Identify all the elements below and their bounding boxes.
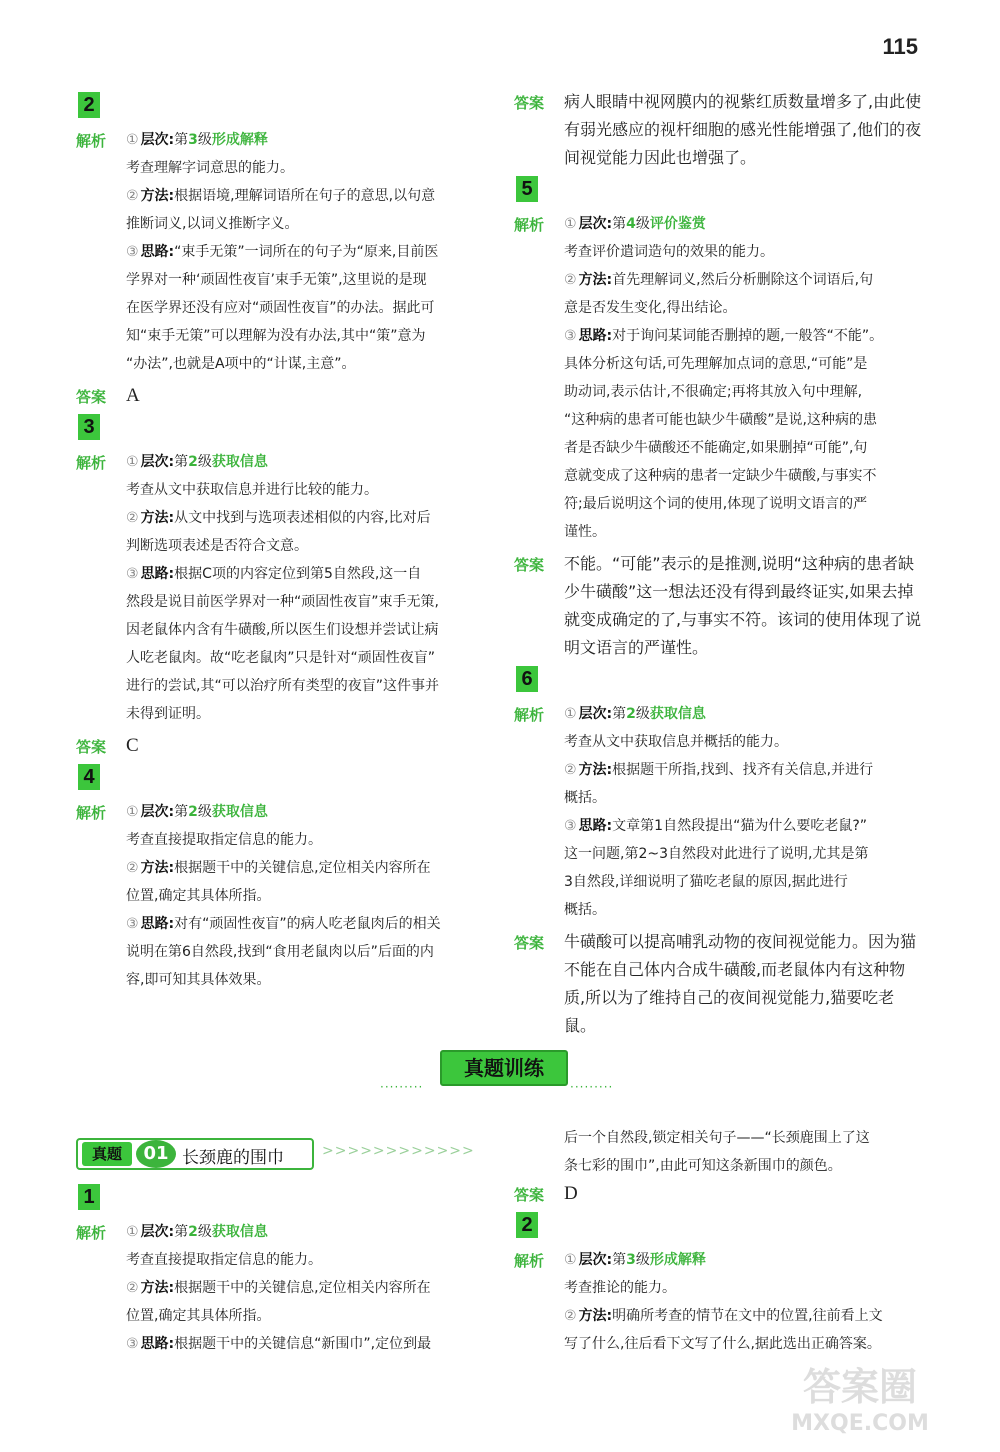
analysis-line [126, 854, 491, 882]
step-text: 第 [612, 1252, 627, 1268]
analysis-content [126, 798, 491, 994]
analysis-tag: 解析 [76, 132, 107, 150]
continued-line: 后一个自然段,锁定相关句子——“长颈鹿围上了这 [564, 1130, 870, 1146]
analysis-line [126, 1274, 491, 1302]
level-kind: 获取信息 [211, 454, 268, 470]
analysis-line: 人吃老鼠肉。故“吃老鼠肉”只是针对“顽固性夜盲” [126, 650, 436, 666]
answer-block [76, 382, 491, 410]
answer-line: 间视觉能力因此也增强了。 [564, 148, 757, 167]
step-text: “束手无策”一词所在的句子为“原来,目前医 [174, 244, 439, 260]
answer-tag: 答案 [76, 388, 107, 406]
analysis-line: 在医学界还没有应对“顽固性夜盲”的办法。据此可 [126, 300, 435, 316]
zhenti-number: 01 [136, 1140, 176, 1168]
analysis-content [126, 1218, 491, 1358]
analysis-line: 符;最后说明这个词的使用,体现了说明文语言的严 [564, 496, 868, 512]
answer-tag: 答案 [514, 1186, 545, 1204]
level-number: 2 [188, 1224, 198, 1240]
question-number-badge: 1 [78, 1184, 100, 1210]
step-heading: 方法: [578, 762, 613, 778]
analysis-line: 这一问题,第2~3自然段对此进行了说明,尤其是第 [564, 846, 869, 862]
analysis-line: 未得到证明。 [126, 706, 210, 722]
answer-line: 少牛磺酸”这一想法还没有得到最终证实,如果去掉 [564, 582, 914, 601]
question-number-badge: 2 [516, 1212, 538, 1238]
analysis-line [126, 1218, 491, 1246]
level-number: 2 [188, 804, 198, 820]
analysis-block [514, 210, 924, 546]
analysis-line: 判断选项表述是否符合文意。 [126, 538, 308, 554]
analysis-line [564, 812, 924, 840]
analysis-line: 具体分析这句话,可先理解加点词的意思,“可能”是 [564, 356, 868, 372]
analysis-tag: 解析 [514, 1252, 545, 1270]
analysis-line: 概括。 [564, 902, 606, 918]
answer-letter: A [126, 385, 140, 406]
answer-content [564, 1180, 924, 1208]
level-kind: 获取信息 [211, 804, 268, 820]
analysis-block [76, 448, 491, 728]
step-text: 对于询问某词能否删掉的题,一般答“不能”。 [612, 328, 884, 344]
analysis-line [564, 1246, 924, 1274]
step-heading: 层次: [140, 1224, 175, 1240]
step-text: 明确所考查的情节在文中的位置,往前看上文 [612, 1308, 883, 1324]
question-number-badge: 5 [516, 176, 538, 202]
analysis-block [76, 798, 491, 994]
analysis-line: 考查从文中获取信息并进行比较的能力。 [126, 482, 378, 498]
analysis-content [126, 448, 491, 728]
answer-tag: 答案 [514, 556, 545, 574]
answer-letter: D [564, 1183, 578, 1204]
level-number: 3 [188, 132, 198, 148]
svg-text:MXQE.COM: MXQE.COM [791, 1411, 929, 1436]
step-number: ③ [126, 916, 139, 932]
section-banner [380, 1050, 620, 1094]
zhenti-title: 长颈鹿的围巾 [182, 1148, 284, 1168]
step-text: 第 [174, 1224, 189, 1240]
step-heading: 思路: [140, 1336, 175, 1352]
step-heading: 方法: [140, 860, 175, 876]
step-heading: 思路: [140, 916, 175, 932]
step-heading: 层次: [140, 804, 175, 820]
analysis-line: 意就变成了这种病的患者一定缺少牛磺酸,与事实不 [564, 468, 877, 484]
step-number: ① [126, 804, 139, 820]
step-text: 根据题干中的关键信息,定位相关内容所在 [174, 860, 431, 876]
level-number: 4 [626, 216, 636, 232]
analysis-line: 考查理解字词意思的能力。 [126, 160, 294, 176]
banner-dots-right: ········· [570, 1080, 614, 1094]
step-heading: 方法: [140, 188, 175, 204]
step-text: 根据语境,理解词语所在句子的意思,以句意 [174, 188, 436, 204]
answer-line: 有弱光感应的视杆细胞的感光性能增强了,他们的夜 [564, 120, 922, 139]
analysis-line [564, 210, 924, 238]
question-number-badge: 2 [78, 92, 100, 118]
analysis-tag: 解析 [76, 454, 107, 472]
step-text: 对有“顽固性夜盲”的病人吃老鼠肉后的相关 [174, 916, 441, 932]
analysis-line: 者是否缺少牛磺酸还不能确定,如果删掉“可能”,句 [564, 440, 868, 456]
analysis-line [564, 1302, 924, 1330]
answer-letter: C [126, 735, 139, 756]
step-text: 第 [174, 132, 189, 148]
analysis-line [564, 700, 924, 728]
level-kind: 获取信息 [649, 706, 706, 722]
question-number-badge: 4 [78, 764, 100, 790]
analysis-block [76, 1218, 491, 1358]
step-number: ② [564, 272, 577, 288]
step-heading: 思路: [140, 566, 175, 582]
page-number: 115 [882, 34, 918, 59]
analysis-line: 位置,确定其具体所指。 [126, 1308, 271, 1324]
answer-line: 不能在自己体内合成牛磺酸,而老鼠体内有这种物 [564, 960, 906, 979]
step-number: ③ [126, 244, 139, 260]
step-heading: 思路: [578, 328, 613, 344]
analysis-tag: 解析 [514, 216, 545, 234]
analysis-line: 推断词义,以词义推断字义。 [126, 216, 299, 232]
analysis-line: 知“束手无策”可以理解为没有办法,其中“策”意为 [126, 328, 426, 344]
analysis-line [564, 266, 924, 294]
answer-tag: 答案 [514, 94, 545, 112]
answer-block [514, 88, 924, 172]
step-heading: 层次: [140, 454, 175, 470]
answer-content [126, 382, 491, 410]
step-text: 第 [612, 216, 627, 232]
analysis-content [564, 700, 924, 924]
level-number: 2 [188, 454, 198, 470]
analysis-line: 考查推论的能力。 [564, 1280, 676, 1296]
answer-content [564, 550, 924, 662]
analysis-line [126, 238, 491, 266]
step-text: 第 [612, 706, 627, 722]
analysis-block [514, 700, 924, 924]
analysis-line [126, 182, 491, 210]
level-suffix: 级 [197, 1224, 212, 1240]
step-text: 根据题干所指,找到、找齐有关信息,并进行 [612, 762, 874, 778]
answer-block [76, 732, 491, 760]
step-number: ① [126, 1224, 139, 1240]
analysis-line [564, 322, 924, 350]
analysis-line: 概括。 [564, 790, 606, 806]
step-heading: 层次: [578, 706, 613, 722]
answer-content [564, 928, 924, 1040]
level-suffix: 级 [197, 132, 212, 148]
analysis-line [126, 1330, 491, 1358]
analysis-content [564, 210, 924, 546]
level-number: 2 [626, 706, 636, 722]
analysis-line: 因老鼠体内含有牛磺酸,所以医生们设想并尝试让病 [126, 622, 439, 638]
answer-tag: 答案 [514, 934, 545, 952]
analysis-line: 3自然段,详细说明了猫吃老鼠的原因,据此进行 [564, 874, 848, 890]
analysis-tag: 解析 [76, 1224, 107, 1242]
level-suffix: 级 [197, 804, 212, 820]
analysis-line: “办法”,也就是A项中的“计谋,主意”。 [126, 356, 356, 372]
step-number: ③ [564, 328, 577, 344]
question-number-badge: 3 [78, 414, 100, 440]
answer-block [514, 1180, 924, 1208]
step-heading: 思路: [140, 244, 175, 260]
step-text: 根据题干中的关键信息,定位相关内容所在 [174, 1280, 431, 1296]
bottom-right-column [514, 1124, 924, 1358]
answer-line: 明文语言的严谨性。 [564, 638, 709, 657]
analysis-line: 考查直接提取指定信息的能力。 [126, 832, 322, 848]
analysis-line: 考查直接提取指定信息的能力。 [126, 1252, 322, 1268]
zhenti-arrows: >>>>>>>>>>>> [322, 1143, 475, 1159]
step-number: ② [564, 762, 577, 778]
step-heading: 方法: [140, 510, 175, 526]
answer-line: 就变成确定的了,与事实不符。该词的使用体现了说 [564, 610, 922, 629]
answer-content [564, 88, 924, 172]
step-heading: 方法: [578, 272, 613, 288]
step-text: 根据C项的内容定位到第5自然段,这一自 [174, 566, 422, 582]
analysis-line: 考查从文中获取信息并概括的能力。 [564, 734, 788, 750]
level-suffix: 级 [197, 454, 212, 470]
step-number: ③ [126, 1336, 139, 1352]
answer-line: 病人眼睛中视网膜内的视紫红质数量增多了,由此使 [564, 92, 922, 111]
answer-line: 不能。“可能”表示的是推测,说明“这种病的患者缺 [564, 554, 914, 573]
right-column [514, 88, 924, 1040]
step-number: ① [564, 216, 577, 232]
step-heading: 层次: [578, 216, 613, 232]
analysis-tag: 解析 [76, 804, 107, 822]
answer-tag: 答案 [76, 738, 107, 756]
analysis-block [514, 1246, 924, 1358]
analysis-line [126, 448, 491, 476]
level-number: 3 [626, 1252, 636, 1268]
zhenti-box [76, 1138, 314, 1170]
analysis-tag: 解析 [514, 706, 545, 724]
step-number: ② [564, 1308, 577, 1324]
step-number: ① [564, 706, 577, 722]
step-heading: 思路: [578, 818, 613, 834]
step-number: ② [126, 1280, 139, 1296]
step-text: 从文中找到与选项表述相似的内容,比对后 [174, 510, 431, 526]
analysis-line: 位置,确定其具体所指。 [126, 888, 271, 904]
analysis-line: 考查评价遣词造句的效果的能力。 [564, 244, 774, 260]
answer-block [514, 550, 924, 662]
level-kind: 评价鉴赏 [649, 216, 706, 232]
analysis-line: 学界对一种‘顽固性夜盲’束手无策”,这里说的是现 [126, 272, 427, 288]
zhenti-header [76, 1138, 496, 1168]
question-number-badge: 6 [516, 666, 538, 692]
step-number: ② [126, 188, 139, 204]
step-text: 第 [174, 454, 189, 470]
step-heading: 方法: [578, 1308, 613, 1324]
watermark-logo [760, 1358, 960, 1438]
step-text: 首先理解词义,然后分析删除这个词语后,句 [612, 272, 874, 288]
step-heading: 层次: [140, 132, 175, 148]
analysis-line: “这种病的患者可能也缺少牛磺酸”是说,这种病的患 [564, 412, 877, 428]
step-number: ① [126, 132, 139, 148]
analysis-line: 容,即可知其具体效果。 [126, 972, 271, 988]
level-kind: 形成解释 [649, 1252, 706, 1268]
analysis-line: 谨性。 [564, 524, 606, 540]
analysis-line [126, 504, 491, 532]
analysis-line [126, 126, 491, 154]
level-kind: 获取信息 [211, 1224, 268, 1240]
step-heading: 层次: [578, 1252, 613, 1268]
banner-dots-left: ········· [380, 1080, 424, 1094]
continued-line: 条七彩的围巾”,由此可知这条新围巾的颜色。 [564, 1158, 842, 1174]
analysis-line: 进行的尝试,其“可以治疗所有类型的夜盲”这件事并 [126, 678, 439, 694]
step-heading: 方法: [140, 1280, 175, 1296]
analysis-line [126, 910, 491, 938]
left-column [76, 88, 491, 994]
analysis-line: 助动词,表示估计,不很确定;再将其放入句中理解, [564, 384, 863, 400]
analysis-line: 意是否发生变化,得出结论。 [564, 300, 737, 316]
step-text: 第 [174, 804, 189, 820]
step-number: ③ [126, 566, 139, 582]
step-number: ② [126, 510, 139, 526]
answer-block [514, 928, 924, 1040]
analysis-line: 然段是说目前医学界对一种“顽固性夜盲”束手无策, [126, 594, 439, 610]
analysis-line [564, 756, 924, 784]
answer-line: 质,所以为了维持自己的夜间视觉能力,猫要吃老鼠。 [564, 988, 895, 1035]
analysis-block [76, 126, 491, 378]
analysis-line: 说明在第6自然段,找到“食用老鼠肉以后”后面的内 [126, 944, 434, 960]
zhenti-label: 真题 [82, 1142, 132, 1166]
step-number: ① [126, 454, 139, 470]
step-number: ③ [564, 818, 577, 834]
step-number: ② [126, 860, 139, 876]
analysis-line [126, 798, 491, 826]
level-suffix: 级 [635, 706, 650, 722]
answer-content [126, 732, 491, 760]
analysis-line: 写了什么,往后看下文写了什么,据此选出正确答案。 [564, 1336, 881, 1352]
level-kind: 形成解释 [211, 132, 268, 148]
continued-content [564, 1124, 924, 1180]
bottom-left-column [76, 1180, 491, 1358]
analysis-line [126, 560, 491, 588]
step-text: 根据题干中的关键信息“新围巾”,定位到最 [174, 1336, 432, 1352]
analysis-content [126, 126, 491, 378]
analysis-content [564, 1246, 924, 1358]
banner-title: 真题训练 [440, 1050, 568, 1086]
step-text: 文章第1自然段提出“猫为什么要吃老鼠?” [612, 818, 868, 834]
level-suffix: 级 [635, 1252, 650, 1268]
answer-line: 牛磺酸可以提高哺乳动物的夜间视觉能力。因为猫 [564, 932, 917, 951]
level-suffix: 级 [635, 216, 650, 232]
svg-text:答案圈: 答案圈 [802, 1365, 918, 1409]
step-number: ① [564, 1252, 577, 1268]
